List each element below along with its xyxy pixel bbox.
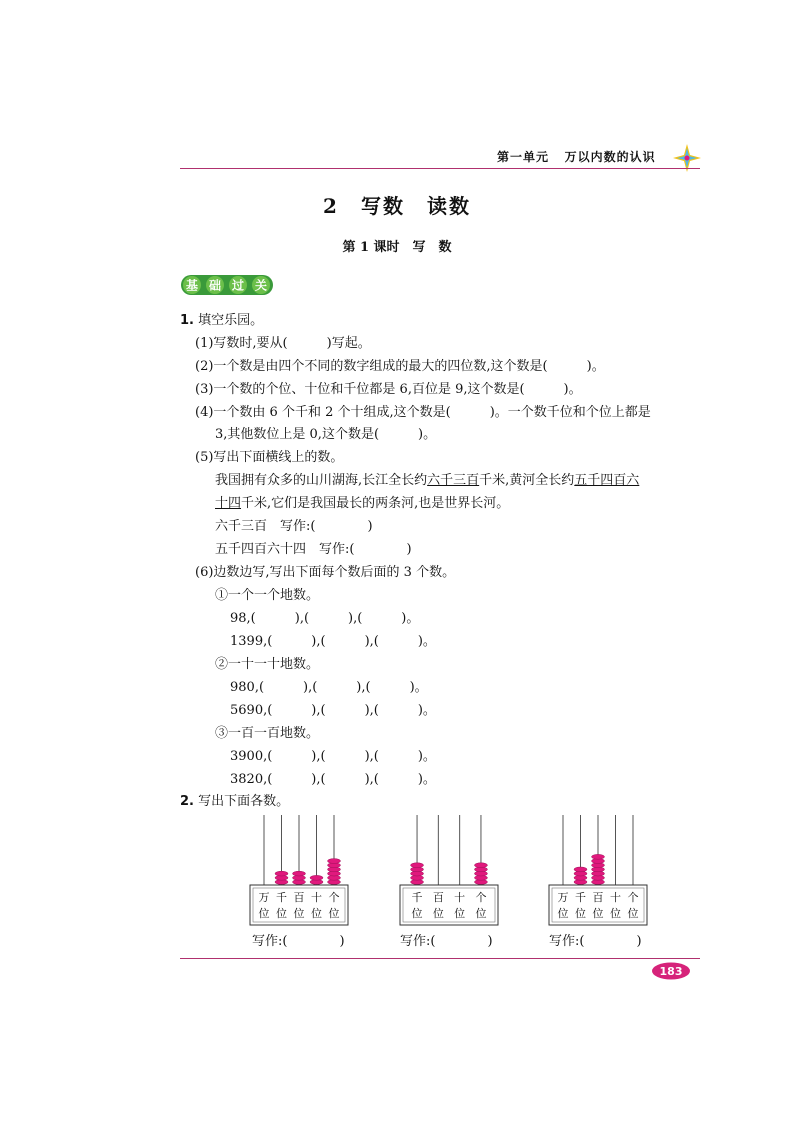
place-suffix: 位 <box>475 907 487 920</box>
abacus-bead <box>592 854 605 859</box>
q1-item-4b: 3,其他数位上是 0,这个数是( )。 <box>215 427 437 442</box>
write-answer-1: 六千三百 写作:( ) <box>215 519 373 534</box>
unit-header <box>497 148 656 165</box>
place-suffix: 位 <box>258 907 270 920</box>
passage-text: 我国拥有众多的山川湖海,长江全长约 <box>215 473 428 488</box>
abacus-bead <box>411 863 424 868</box>
q1-item-3: (3)一个数的个位、十位和千位都是 6,百位是 9,这个数是( )。 <box>195 382 582 397</box>
place-label: 百 <box>592 891 604 904</box>
page-number: 183 <box>659 965 683 978</box>
place-label: 千 <box>411 891 423 904</box>
count-by-tens-label: ②一十一十地数。 <box>215 657 320 672</box>
place-suffix: 位 <box>311 907 322 920</box>
abacus-bead <box>293 871 306 876</box>
badge-char: 关 <box>254 278 268 293</box>
passage-text: 千米,它们是我国最长的两条河,也是世界长河。 <box>241 496 510 511</box>
abacus-2 <box>398 815 500 927</box>
place-label: 百 <box>432 891 444 904</box>
question-2-title <box>180 793 289 811</box>
place-suffix: 位 <box>575 907 586 920</box>
abacus-bead <box>474 863 487 868</box>
passage-text: 千米,黄河全长约 <box>479 473 575 488</box>
question-number: 1. <box>180 313 194 328</box>
place-suffix: 位 <box>454 907 466 920</box>
place-suffix: 位 <box>627 907 639 920</box>
q1-item-1: (1)写数时,要从( )写起。 <box>195 336 371 351</box>
page-number-badge <box>651 962 691 980</box>
place-label: 千 <box>276 891 287 904</box>
write-answer-abacus-1: 写作:( ) <box>252 934 345 949</box>
q1-item-6: (6)边数边写,写出下面每个数后面的 3 个数。 <box>195 565 456 580</box>
count-by-hundreds-label: ③一百一百地数。 <box>215 726 320 741</box>
question-title: 填空乐园。 <box>198 313 264 328</box>
place-label: 万 <box>258 891 270 904</box>
underlined-number: 五千四百六 <box>574 473 640 488</box>
place-suffix: 位 <box>328 907 340 920</box>
place-label: 十 <box>454 891 466 904</box>
count-row: 980,( ),( ),( )。 <box>230 680 428 695</box>
abacus-bead <box>328 859 341 864</box>
footer-rule <box>180 958 700 959</box>
place-label: 百 <box>293 891 305 904</box>
count-row: 3820,( ),( ),( )。 <box>230 772 436 787</box>
badge-char: 过 <box>231 278 245 293</box>
place-suffix: 位 <box>411 907 423 920</box>
place-label: 十 <box>610 891 621 904</box>
place-suffix: 位 <box>432 907 444 920</box>
place-label: 个 <box>475 891 487 904</box>
q1-item-4a: (4)一个数由 6 个千和 2 个十组成,这个数是( )。一个数千位和个位上都是 <box>195 405 651 420</box>
count-row: 3900,( ),( ),( )。 <box>230 749 436 764</box>
place-suffix: 位 <box>557 907 569 920</box>
count-row: 98,( ),( ),( )。 <box>230 611 420 626</box>
badge-char: 基 <box>185 278 199 293</box>
write-answer-2: 五千四百六十四 写作:( ) <box>215 542 412 557</box>
badge-char: 础 <box>208 278 222 293</box>
passage-line-2 <box>215 495 509 513</box>
place-label: 千 <box>575 891 586 904</box>
count-by-ones-label: ①一个一个地数。 <box>215 588 320 603</box>
write-answer-abacus-3: 写作:( ) <box>549 934 642 949</box>
place-suffix: 位 <box>592 907 604 920</box>
write-answer-abacus-2: 写作:( ) <box>400 934 493 949</box>
abacus-bead <box>275 871 288 876</box>
abacus-bead <box>310 875 323 880</box>
count-row: 5690,( ),( ),( )。 <box>230 703 436 718</box>
q1-item-2: (2)一个数是由四个不同的数字组成的最大的四位数,这个数是( )。 <box>195 359 605 374</box>
place-suffix: 位 <box>610 907 621 920</box>
underlined-number: 六千三百 <box>427 473 480 488</box>
place-suffix: 位 <box>293 907 305 920</box>
unit-label: 第一单元 <box>497 150 550 164</box>
place-label: 个 <box>328 891 340 904</box>
header-rule <box>180 168 700 169</box>
lesson-subtitle: 第 1 课时 写 数 <box>342 240 452 255</box>
underlined-number: 十四 <box>215 496 242 511</box>
question-number: 2. <box>180 794 194 809</box>
question-title: 写出下面各数。 <box>198 794 290 809</box>
passage-line-1 <box>215 472 639 490</box>
place-suffix: 位 <box>276 907 287 920</box>
place-label: 十 <box>311 891 322 904</box>
question-1-title <box>180 312 263 330</box>
lesson-title: 2 写数 读数 <box>323 194 471 218</box>
abacus-3 <box>547 815 649 927</box>
place-label: 万 <box>557 891 569 904</box>
place-label: 个 <box>627 891 639 904</box>
q1-item-5: (5)写出下面横线上的数。 <box>195 450 344 465</box>
count-row: 1399,( ),( ),( )。 <box>230 634 436 649</box>
section-badge <box>180 274 274 296</box>
unit-topic: 万以内数的认识 <box>564 150 656 164</box>
abacus-bead <box>574 867 587 872</box>
abacus-1 <box>248 815 350 927</box>
